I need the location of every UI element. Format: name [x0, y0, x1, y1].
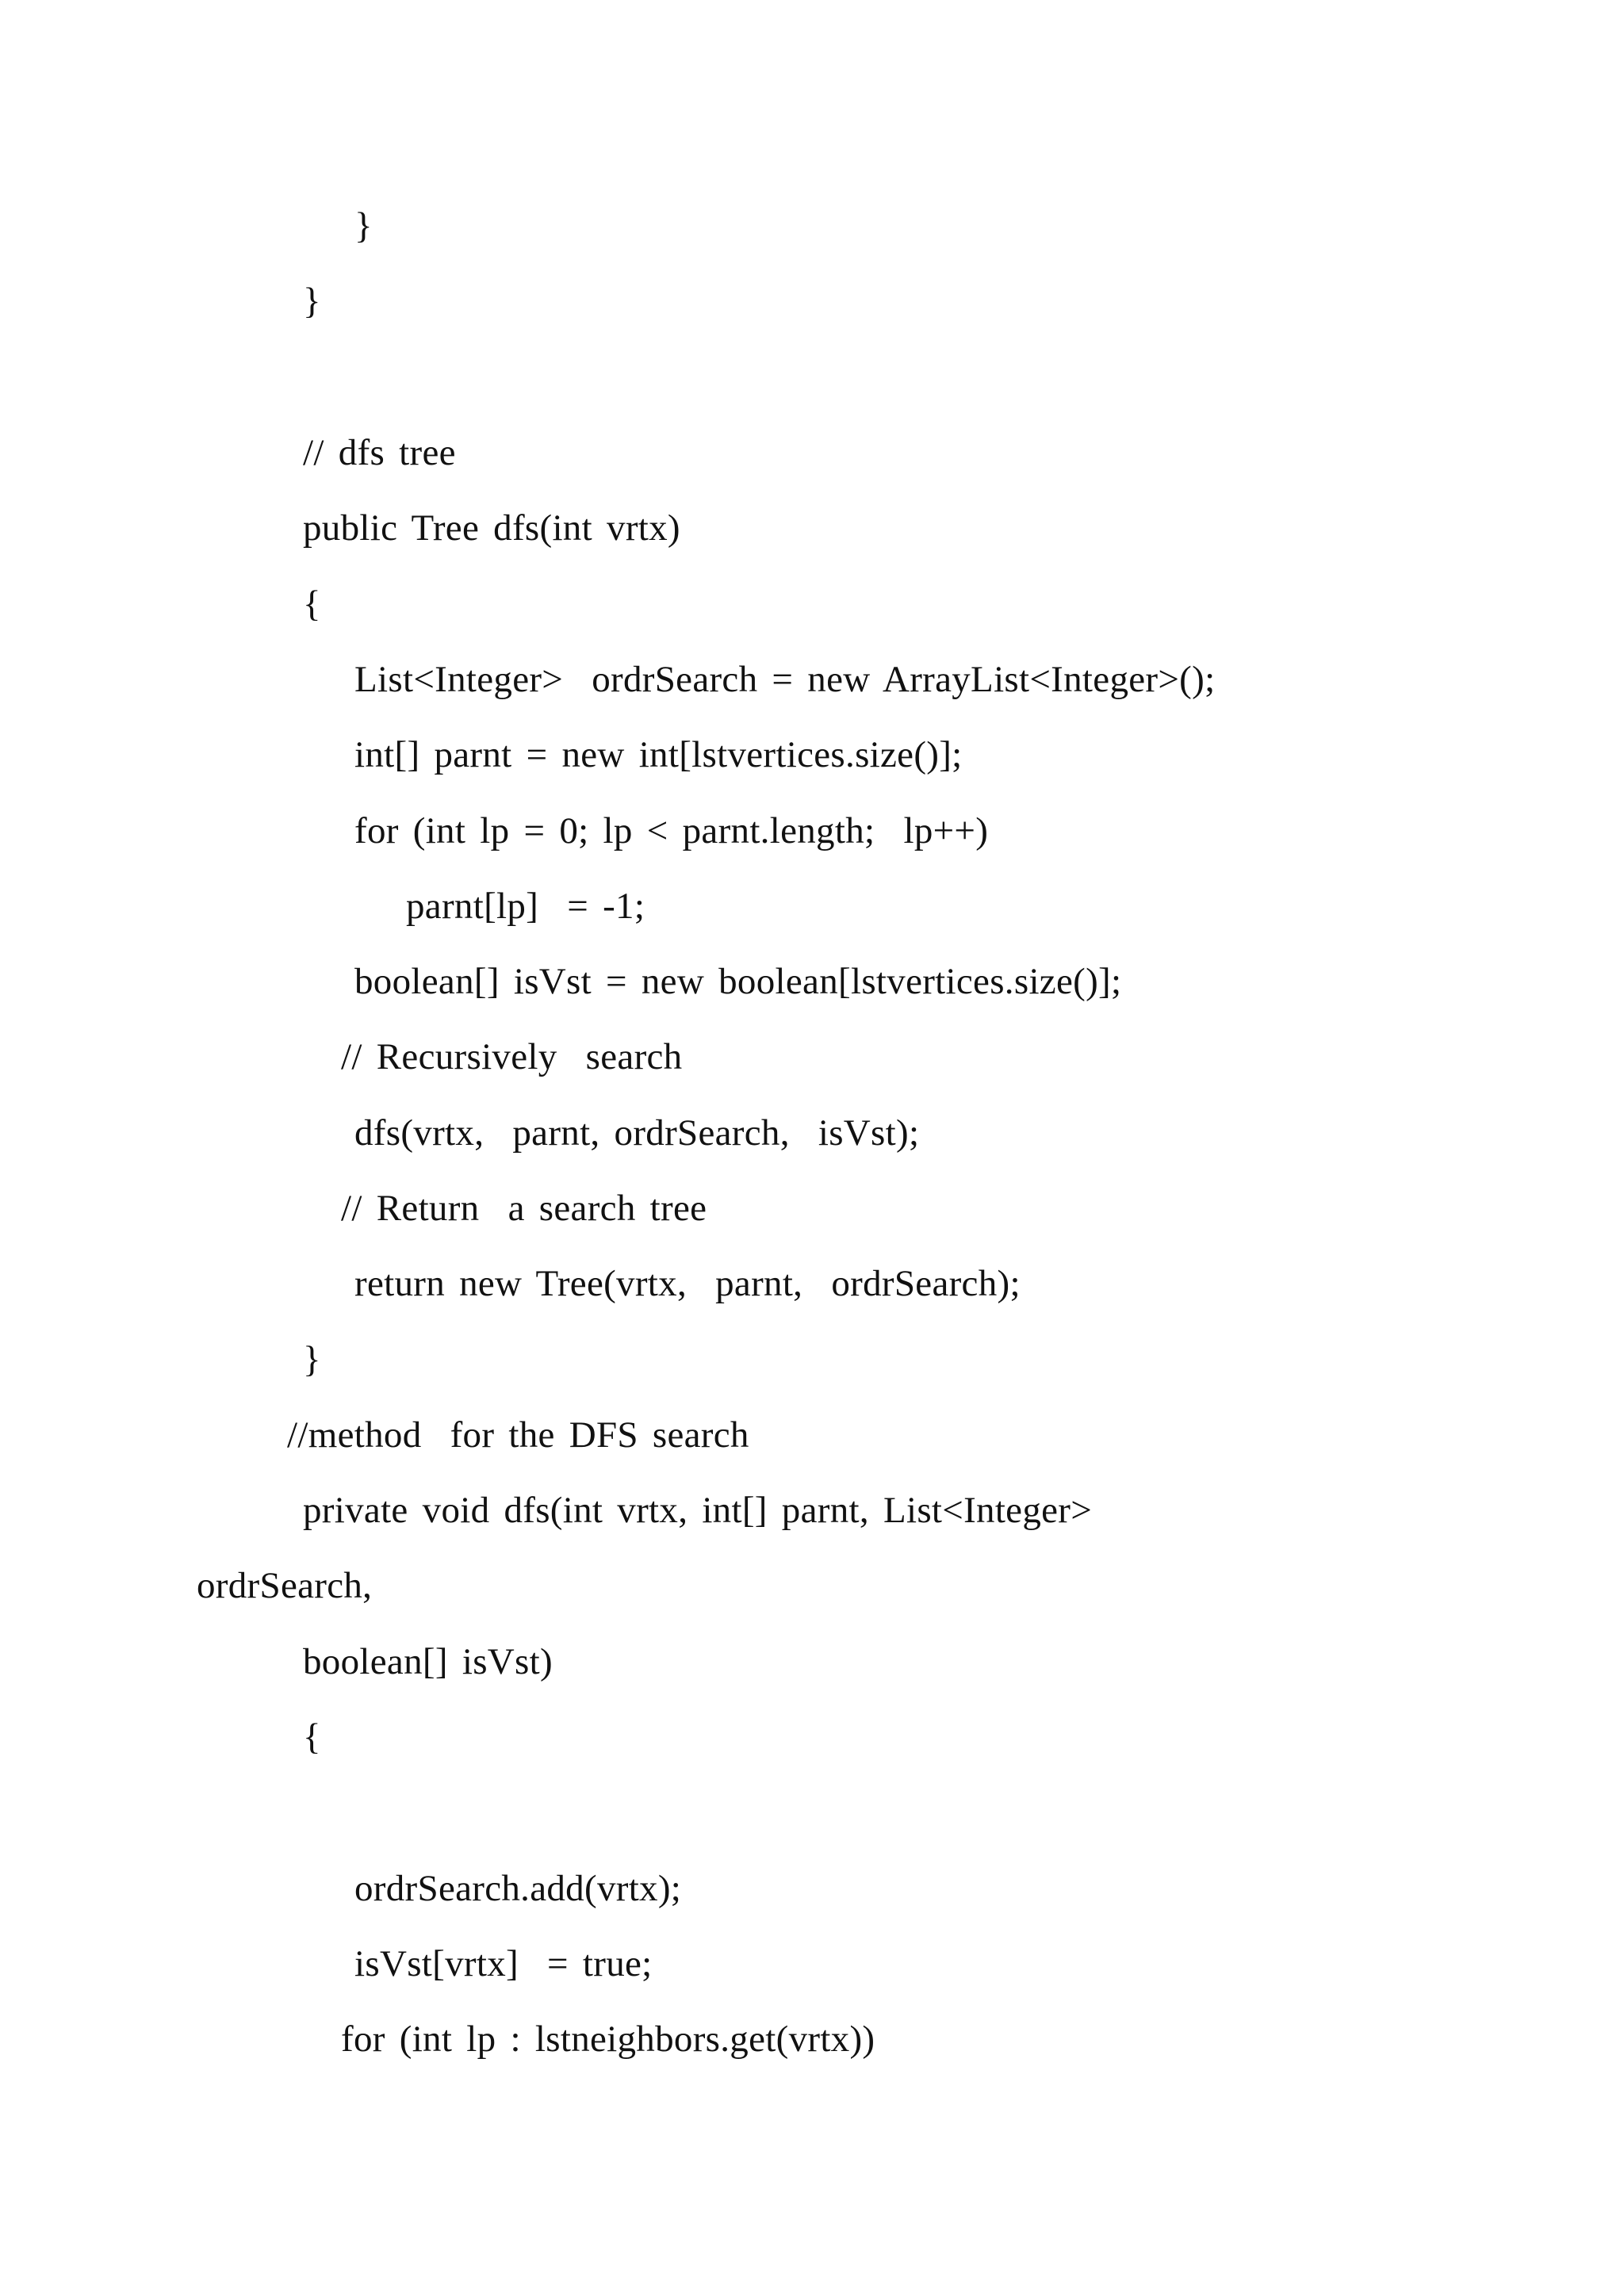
- code-line-signature-continued: ordrSearch,: [197, 1565, 373, 1606]
- code-line-ordrsearch-add: ordrSearch.add(vrtx);: [354, 1868, 682, 1909]
- code-line-signature-end: boolean[] isVst): [303, 1641, 553, 1682]
- code-line-closing-brace-inner: }: [354, 205, 373, 247]
- code-line-closing-brace-outer: }: [303, 281, 321, 322]
- code-line-open-brace: {: [303, 584, 321, 625]
- code-line-comment-method: //method for the DFS search: [287, 1414, 749, 1456]
- code-line-isvst-assign: isVst[vrtx] = true;: [354, 1943, 653, 1984]
- code-line-isvst-decl: boolean[] isVst = new boolean[lstvertices.size()];: [354, 961, 1122, 1002]
- code-line-close-brace-method: }: [303, 1339, 321, 1380]
- code-line-public-dfs-signature: public Tree dfs(int vrtx): [303, 507, 680, 549]
- code-line-open-brace-method: {: [303, 1716, 321, 1758]
- code-line-comment-return: // Return a search tree: [341, 1188, 707, 1229]
- code-line-dfs-call: dfs(vrtx, parnt, ordrSearch, isVst);: [354, 1112, 920, 1154]
- code-line-parnt-decl: int[] parnt = new int[lstvertices.size()];: [354, 734, 963, 775]
- code-line-for-neighbors: for (int lp : lstneighbors.get(vrtx)): [341, 2019, 875, 2060]
- code-line-return-tree: return new Tree(vrtx, parnt, ordrSearch);: [354, 1263, 1021, 1304]
- code-line-ordrsearch-decl: List<Integer> ordrSearch = new ArrayList<Integer>();: [354, 659, 1216, 700]
- code-line-parnt-assign: parnt[lp] = -1;: [406, 886, 645, 927]
- code-line-comment-recursive: // Recursively search: [341, 1036, 683, 1077]
- code-line-for-loop: for (int lp = 0; lp < parnt.length; lp++): [354, 810, 989, 851]
- code-line-comment-dfs-tree: // dfs tree: [303, 432, 456, 473]
- code-line-private-dfs-signature: private void dfs(int vrtx, int[] parnt, List<Integer>: [303, 1490, 1093, 1531]
